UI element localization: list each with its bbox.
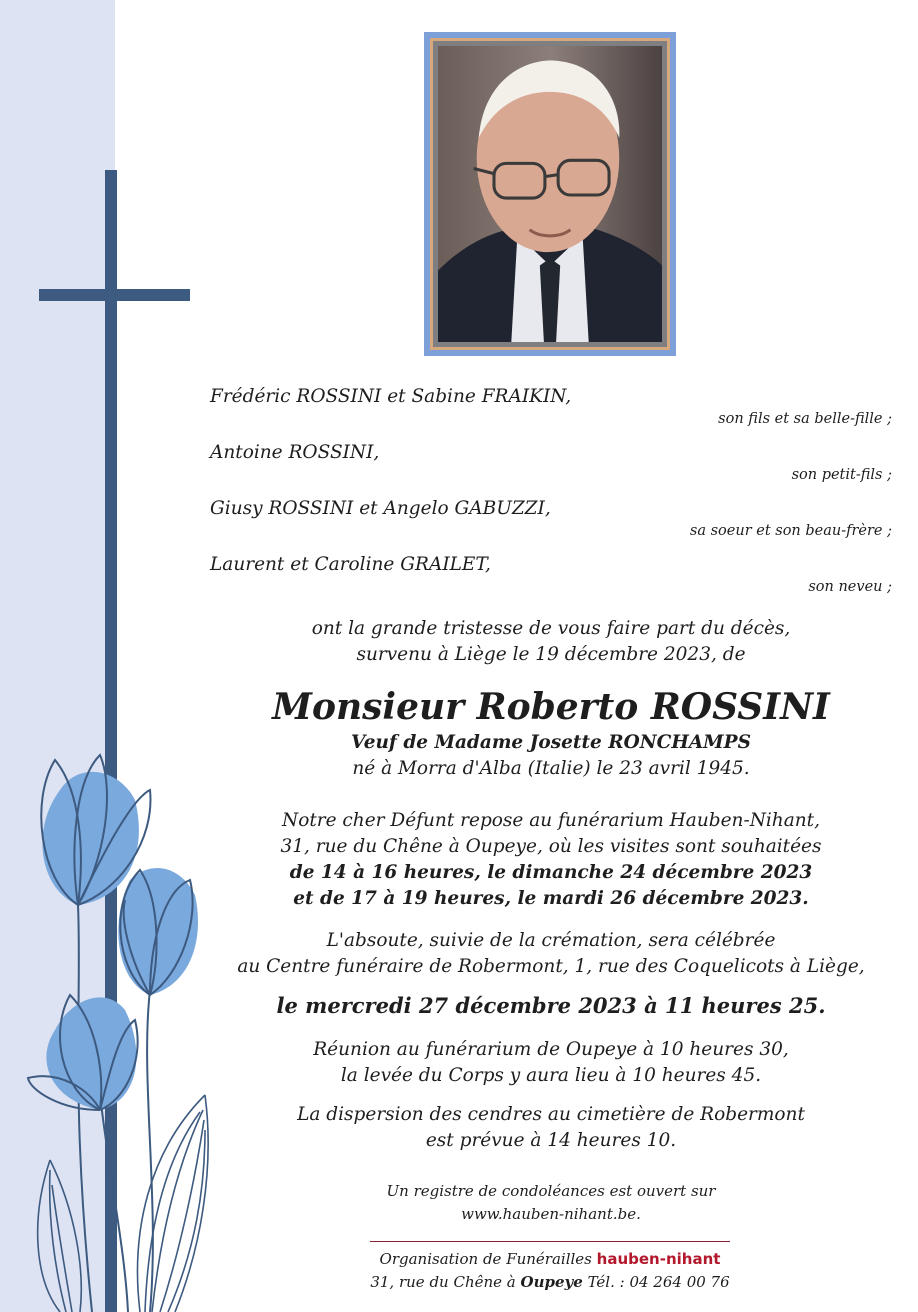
family-entry-3 [210, 497, 892, 541]
portrait-photo [433, 41, 667, 347]
family-relation: son petit-fils ; [791, 467, 892, 483]
cross-and-tulips-decoration [0, 0, 240, 1312]
widow-line: Veuf de Madame Josette RONCHAMPS [351, 732, 751, 753]
footer-org-prefix: Organisation de Funérailles [379, 1250, 592, 1268]
striped-leaf-right [138, 1095, 209, 1312]
family-name: Laurent et Caroline GRAILET, [210, 554, 491, 575]
announcement-line-2: survenu à Liège le 19 décembre 2023, de [356, 644, 746, 665]
portrait-mat [430, 38, 670, 350]
striped-leaf-left [38, 1160, 82, 1312]
footer-town: Oupeye [520, 1273, 583, 1291]
family-entry-2 [210, 441, 892, 485]
portrait-frame [424, 32, 676, 356]
tulip-bottom [28, 995, 138, 1110]
registry-block [210, 1180, 892, 1226]
family-name: Frédéric ROSSINI et Sabine FRAIKIN, [210, 386, 572, 407]
dispersion-line-2: est prévue à 14 heures 10. [425, 1130, 677, 1151]
footer-org-line [320, 1248, 780, 1271]
ceremony-date-block [210, 991, 892, 1021]
ceremony-date: le mercredi 27 décembre 2023 à 11 heures 25. [276, 993, 826, 1018]
tulip-middle [118, 868, 198, 995]
brand-logo-text: hauben-nihant [596, 1250, 721, 1268]
visits-line-3: de 14 à 16 heures, le dimanche 24 décembre 2023 [289, 862, 813, 883]
footer-address-prefix: 31, rue du Chêne à [370, 1273, 516, 1291]
birth-line: né à Morra d'Alba (Italie) le 23 avril 1945. [352, 758, 750, 779]
family-relation: son fils et sa belle-fille ; [718, 411, 892, 427]
dispersion-line-1: La dispersion des cendres au cimetière de Robermont [297, 1104, 805, 1125]
ceremony-line-1: L'absoute, suivie de la crémation, sera célébrée [326, 930, 776, 951]
family-entry-1 [210, 385, 892, 429]
deceased-block [210, 684, 892, 782]
ceremony-line-2: au Centre funéraire de Robermont, 1, rue des Coquelicots à Liège, [237, 956, 865, 977]
registry-line: Un registre de condoléances est ouvert sur [386, 1182, 716, 1200]
footer-address-line [320, 1271, 780, 1294]
visits-line-1: Notre cher Défunt repose au funérarium Hauben-Nihant, [282, 810, 820, 831]
cross-horizontal-bar [39, 289, 190, 301]
meeting-line-2: la levée du Corps y aura lieu à 10 heures 45. [340, 1065, 762, 1086]
footer-phone: Tél. : 04 264 00 76 [587, 1273, 730, 1291]
footer-divider [370, 1241, 730, 1242]
announcement-line-1: ont la grande tristesse de vous faire part du décès, [311, 618, 791, 639]
deceased-name: Monsieur Roberto ROSSINI [272, 686, 830, 728]
family-entry-4 [210, 553, 892, 597]
ceremony-block [210, 928, 892, 980]
visits-line-2: 31, rue du Chêne à Oupeye, où les visites sont souhaitées [280, 836, 822, 857]
announcement [210, 616, 892, 668]
family-relation: son neveu ; [808, 579, 892, 595]
family-name: Giusy ROSSINI et Angelo GABUZZI, [210, 498, 551, 519]
meeting-block [210, 1037, 892, 1089]
family-relation: sa soeur et son beau-frère ; [689, 523, 892, 539]
family-name: Antoine ROSSINI, [210, 442, 380, 463]
footer [320, 1248, 780, 1294]
dispersion-block [210, 1102, 892, 1154]
registry-url[interactable]: www.hauben-nihant.be. [461, 1205, 641, 1223]
visits-line-4: et de 17 à 19 heures, le mardi 26 décembre 2023. [293, 888, 809, 909]
visits-block [210, 808, 892, 912]
meeting-line-1: Réunion au funérarium de Oupeye à 10 heures 30, [313, 1039, 789, 1060]
